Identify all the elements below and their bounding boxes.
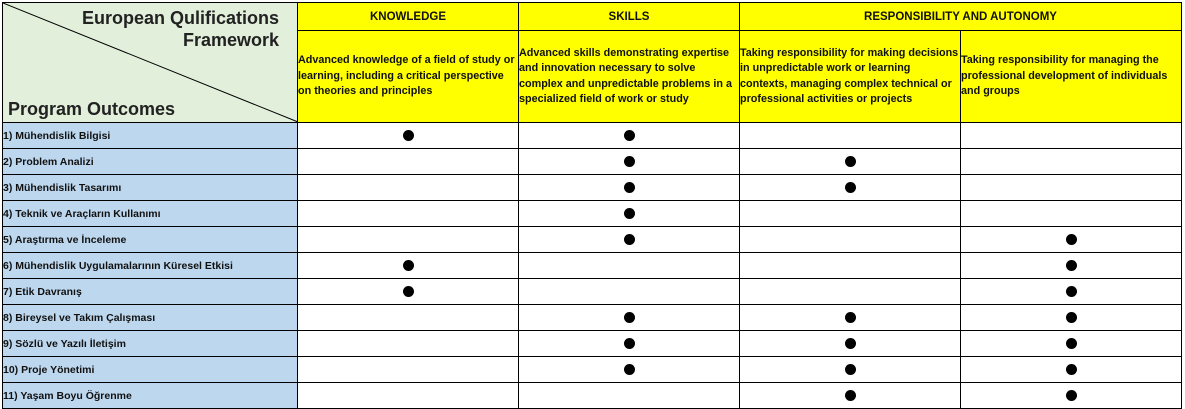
filled-circle-icon: [1066, 338, 1077, 349]
matrix-cell: [961, 331, 1182, 357]
table-row: [3, 227, 1182, 253]
matrix-cell: [519, 201, 740, 227]
matrix-cell: [740, 175, 961, 201]
matrix-cell: [961, 227, 1182, 253]
header-skills: SKILLS: [519, 3, 740, 31]
filled-circle-icon: [624, 130, 635, 141]
filled-circle-icon: [624, 182, 635, 193]
matrix-cell: [298, 201, 519, 227]
matrix-cell: [298, 279, 519, 305]
framework-title: [82, 7, 279, 51]
filled-circle-icon: [624, 338, 635, 349]
header-responsibility: RESPONSIBILITY AND AUTONOMY: [740, 3, 1182, 31]
desc-responsibility-development: Taking responsibility for managing the professional development of individuals and groups: [961, 31, 1182, 123]
outcome-label: 5) Araştırma ve İnceleme: [3, 227, 298, 253]
filled-circle-icon: [1066, 286, 1077, 297]
outcome-label: 7) Etik Davranış: [3, 279, 298, 305]
filled-circle-icon: [1066, 260, 1077, 271]
filled-circle-icon: [1066, 364, 1077, 375]
outcome-label: 6) Mühendislik Uygulamalarının Küresel Etkisi: [3, 253, 298, 279]
matrix-cell: [519, 227, 740, 253]
filled-circle-icon: [1066, 234, 1077, 245]
matrix-cell: [961, 305, 1182, 331]
filled-circle-icon: [845, 182, 856, 193]
matrix-cell: [961, 253, 1182, 279]
desc-skills: Advanced skills demonstrating expertise and innovation necessary to solve complex and unpredictable problems in a specialized field of work or study: [519, 31, 740, 123]
matrix-cell: [740, 383, 961, 409]
matrix-cell: [519, 357, 740, 383]
filled-circle-icon: [403, 286, 414, 297]
filled-circle-icon: [403, 260, 414, 271]
filled-circle-icon: [1066, 390, 1077, 401]
matrix-cell: [740, 253, 961, 279]
filled-circle-icon: [624, 364, 635, 375]
matrix-cell: [740, 149, 961, 175]
desc-knowledge: Advanced knowledge of a field of study or learning, including a critical perspective on theories and principles: [298, 31, 519, 123]
table-row: [3, 201, 1182, 227]
filled-circle-icon: [403, 130, 414, 141]
matrix-cell: [298, 227, 519, 253]
matrix-cell: [519, 253, 740, 279]
matrix-cell: [298, 253, 519, 279]
outcome-label: 3) Mühendislik Tasarımı: [3, 175, 298, 201]
outcome-label: 9) Sözlü ve Yazılı İletişim: [3, 331, 298, 357]
filled-circle-icon: [624, 234, 635, 245]
matrix-cell: [298, 357, 519, 383]
matrix-cell: [298, 331, 519, 357]
framework-title-line2: Framework: [182, 30, 279, 50]
outcome-label: 1) Mühendislik Bilgisi: [3, 123, 298, 149]
outcome-label: 11) Yaşam Boyu Öğrenme: [3, 383, 298, 409]
filled-circle-icon: [845, 338, 856, 349]
filled-circle-icon: [624, 208, 635, 219]
matrix-cell: [961, 357, 1182, 383]
matrix-cell: [961, 383, 1182, 409]
matrix-cell: [740, 331, 961, 357]
header-knowledge: KNOWLEDGE: [298, 3, 519, 31]
table-row: [3, 175, 1182, 201]
table-row: [3, 123, 1182, 149]
outcome-label: 2) Problem Analizi: [3, 149, 298, 175]
filled-circle-icon: [845, 364, 856, 375]
matrix-cell: [961, 149, 1182, 175]
table-row: [3, 331, 1182, 357]
matrix-cell: [740, 357, 961, 383]
matrix-cell: [519, 149, 740, 175]
filled-circle-icon: [624, 312, 635, 323]
matrix-cell: [519, 383, 740, 409]
outcome-label: 4) Teknik ve Araçların Kullanımı: [3, 201, 298, 227]
matrix-cell: [740, 279, 961, 305]
matrix-cell: [298, 149, 519, 175]
table-row: [3, 305, 1182, 331]
matrix-cell: [519, 331, 740, 357]
outcome-label: 8) Bireysel ve Takım Çalışması: [3, 305, 298, 331]
filled-circle-icon: [845, 312, 856, 323]
corner-cell: [3, 3, 298, 123]
matrix-cell: [740, 305, 961, 331]
table-row: [3, 357, 1182, 383]
matrix-cell: [961, 123, 1182, 149]
filled-circle-icon: [845, 156, 856, 167]
matrix-cell: [519, 123, 740, 149]
matrix-cell: [298, 383, 519, 409]
matrix-cell: [740, 201, 961, 227]
filled-circle-icon: [624, 156, 635, 167]
desc-responsibility-decisions: Taking responsibility for making decisions in unpredictable work or learning contexts, managing complex technical or professional activities or projects: [740, 31, 961, 123]
matrix-cell: [961, 201, 1182, 227]
matrix-cell: [298, 175, 519, 201]
framework-title-line1: European Qulifications: [81, 8, 279, 28]
matrix-cell: [740, 227, 961, 253]
table-row: [3, 149, 1182, 175]
matrix-cell: [298, 123, 519, 149]
program-outcomes-title: Program Outcomes: [8, 99, 176, 119]
matrix-cell: [740, 123, 961, 149]
qualifications-matrix: [2, 2, 1182, 409]
table-row: [3, 383, 1182, 409]
matrix-cell: [519, 279, 740, 305]
table-row: [3, 279, 1182, 305]
matrix-cell: [519, 175, 740, 201]
matrix-cell: [519, 305, 740, 331]
matrix-cell: [961, 175, 1182, 201]
matrix-cell: [298, 305, 519, 331]
matrix-cell: [961, 279, 1182, 305]
table-row: [3, 253, 1182, 279]
outcome-label: 10) Proje Yönetimi: [3, 357, 298, 383]
filled-circle-icon: [845, 390, 856, 401]
filled-circle-icon: [1066, 312, 1077, 323]
